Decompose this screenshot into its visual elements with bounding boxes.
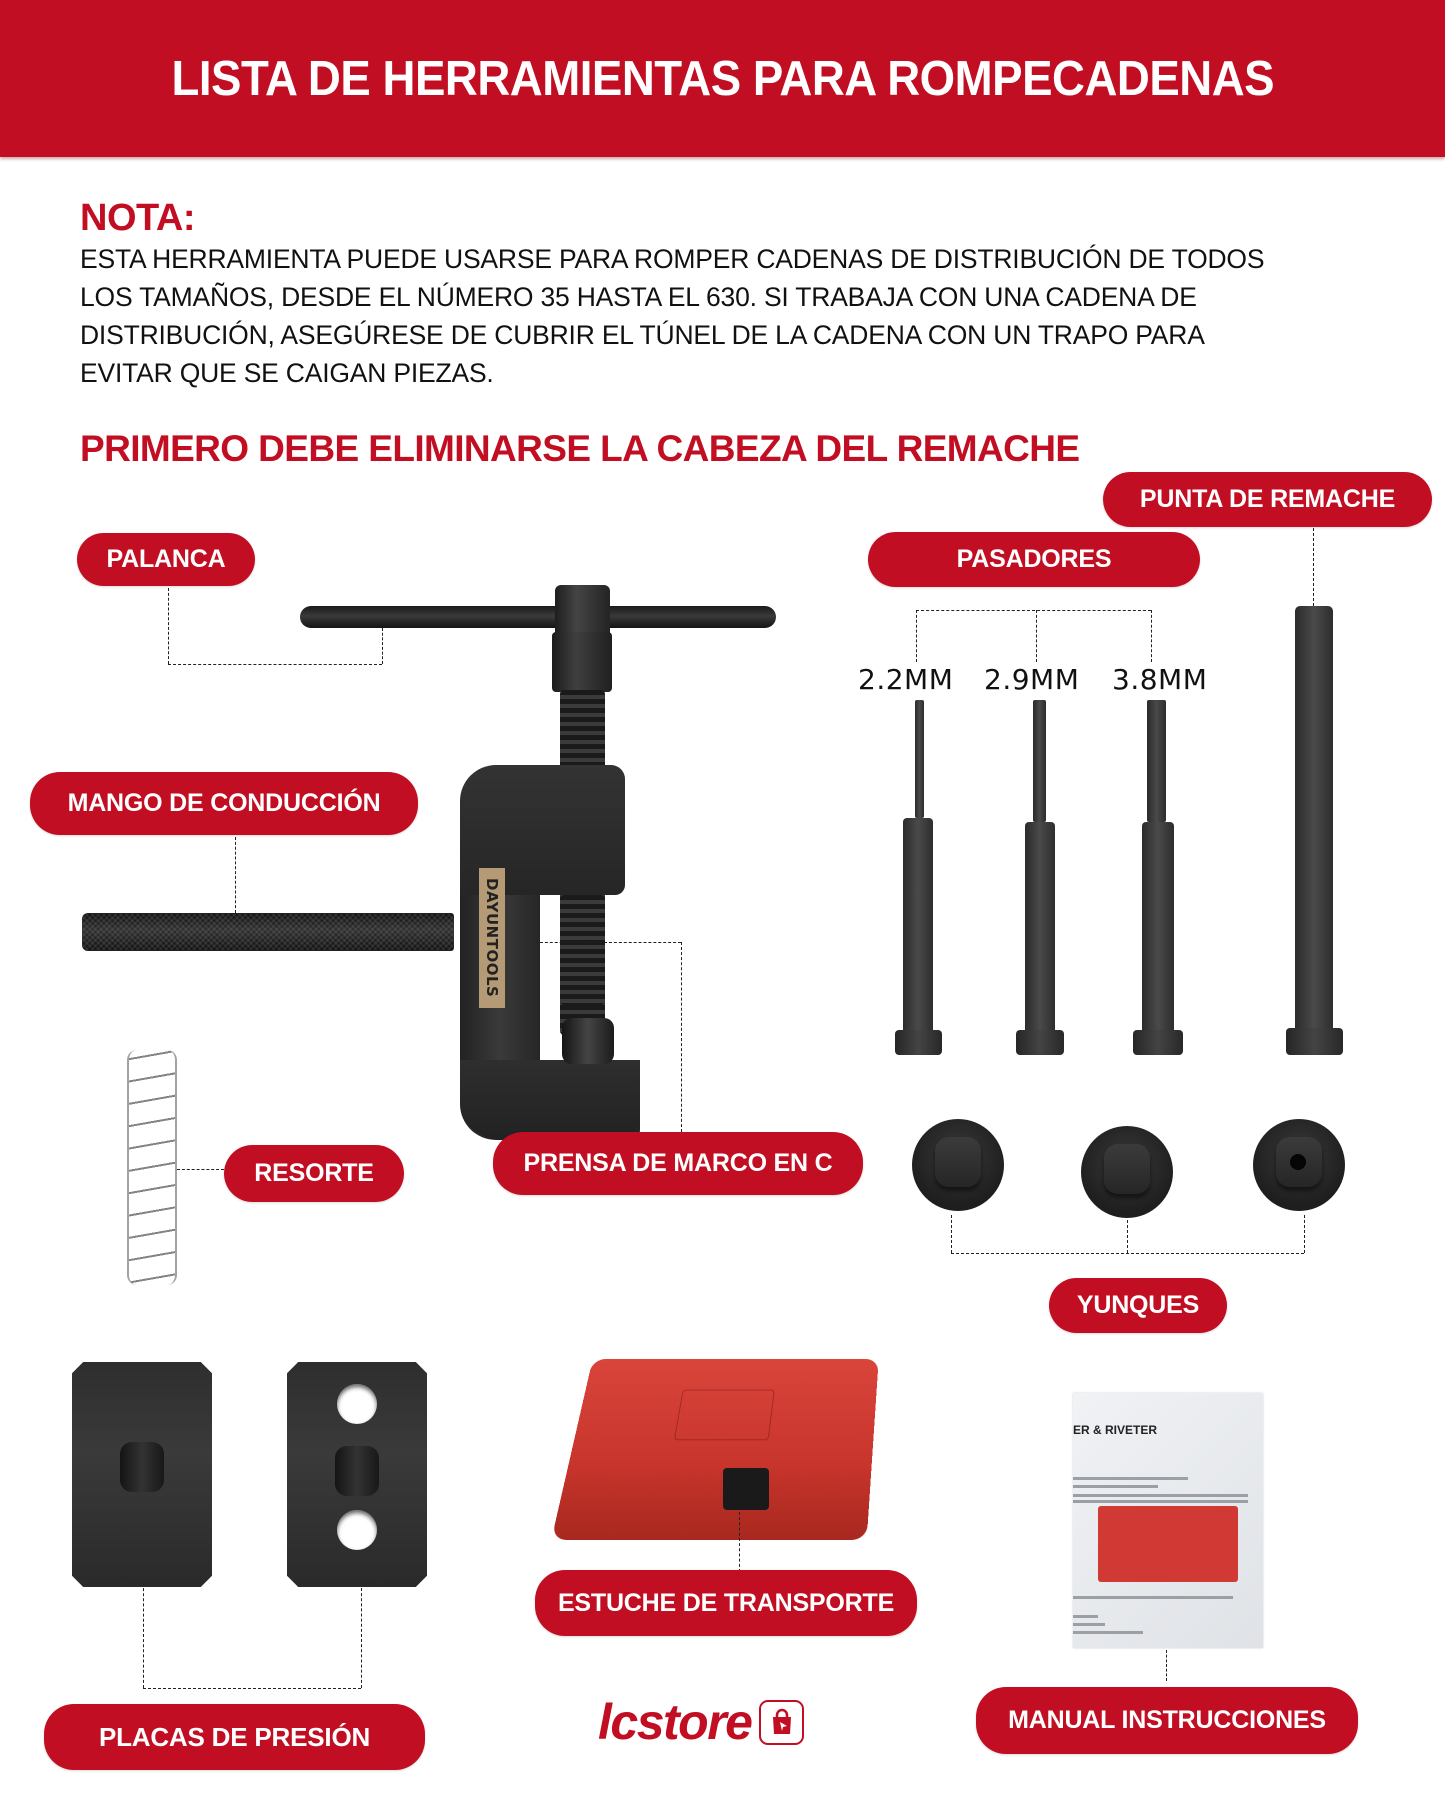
manual-text-line <box>1073 1500 1248 1503</box>
lever-bar-image <box>300 606 776 628</box>
anvil-boss <box>935 1137 981 1187</box>
label-manual-instrucciones: MANUAL INSTRUCCIONES <box>976 1687 1358 1754</box>
connector-line <box>382 628 383 664</box>
threaded-screw-lower <box>560 895 605 1005</box>
label-placas-de-presion: PLACAS DE PRESIÓN <box>44 1704 425 1770</box>
pin-2-9mm-head <box>1016 1030 1064 1055</box>
connector-line <box>235 837 236 913</box>
c-frame-bottom <box>460 1060 640 1140</box>
label-punta-de-remache: PUNTA DE REMACHE <box>1103 472 1432 527</box>
pin-2-9mm-image <box>1025 822 1055 1038</box>
lcstore-logo <box>598 1693 804 1751</box>
label-yunques: YUNQUES <box>1049 1278 1227 1333</box>
pin-size-label: 2.2MM <box>858 663 954 696</box>
note-line: EVITAR QUE SE CAIGAN PIEZAS. <box>80 358 494 388</box>
plate-stud <box>120 1442 164 1492</box>
connector-line <box>951 1215 952 1253</box>
connector-line <box>1151 610 1152 662</box>
pin-3-8mm-image <box>1142 822 1174 1038</box>
connector-line <box>1127 1215 1128 1253</box>
connector-line <box>1036 610 1037 662</box>
spring-image <box>127 1050 177 1285</box>
case-latch <box>723 1468 769 1510</box>
note-line: ESTA HERRAMIENTA PUEDE USARSE PARA ROMPER CADENAS DE DISTRIBUCIÓN DE TODOS <box>80 244 1265 274</box>
connector-line <box>951 1253 1304 1254</box>
pin-3-8mm-tip <box>1147 700 1166 822</box>
anvil-boss <box>1276 1137 1322 1187</box>
pin-2-2mm-head <box>895 1030 942 1055</box>
shopping-bag-icon <box>759 1700 804 1745</box>
manual-text-line <box>1073 1631 1143 1634</box>
connector-line <box>168 664 382 665</box>
connector-line <box>143 1583 144 1688</box>
brand-text: DAYUNTOOLS <box>483 878 501 998</box>
drive-handle-image <box>82 913 454 951</box>
connector-line <box>1166 1650 1167 1681</box>
rivet-tip-head <box>1286 1028 1343 1055</box>
connector-line <box>177 1169 224 1170</box>
manual-image <box>1073 1393 1263 1648</box>
connector-line <box>361 1588 362 1688</box>
section-heading: PRIMERO DEBE ELIMINARSE LA CABEZA DEL REMACHE <box>80 428 1080 469</box>
pin-2-2mm-tip <box>915 700 924 818</box>
manual-text-line <box>1073 1494 1248 1497</box>
hex-collar-image <box>552 632 612 692</box>
pin-size-label: 3.8MM <box>1112 663 1208 696</box>
press-plate-image <box>72 1362 212 1587</box>
anvil-image <box>1081 1126 1173 1218</box>
pin-2-9mm-tip <box>1033 700 1046 822</box>
connector-line <box>916 610 917 662</box>
connector-line <box>681 942 682 1132</box>
carry-case-image <box>551 1359 878 1540</box>
c-frame-lip <box>562 1018 614 1064</box>
connector-line <box>739 1512 740 1572</box>
label-palanca: PALANCA <box>77 533 255 586</box>
label-mango-de-conduccion: MANGO DE CONDUCCIÓN <box>30 772 418 835</box>
connector-line <box>916 610 1151 611</box>
manual-text-line <box>1073 1485 1158 1488</box>
manual-text-line <box>1073 1596 1233 1599</box>
label-resorte: RESORTE <box>224 1145 404 1202</box>
anvil-boss <box>1104 1144 1150 1194</box>
connector-line <box>1313 528 1314 606</box>
pin-size-label: 2.9MM <box>984 663 1080 696</box>
note-body <box>80 240 1400 392</box>
plate-hole <box>337 1384 377 1424</box>
case-panel <box>674 1390 775 1441</box>
connector-line <box>143 1688 361 1689</box>
connector-line <box>1304 1215 1305 1253</box>
page-title: LISTA DE HERRAMIENTAS PARA ROMPECADENAS <box>171 51 1274 106</box>
note-line: DISTRIBUCIÓN, ASEGÚRESE DE CUBRIR EL TÚNEL DE LA CADENA CON UN TRAPO PARA <box>80 320 1205 350</box>
pin-2-2mm-image <box>903 818 933 1038</box>
connector-line <box>535 942 681 943</box>
anvil-image <box>912 1119 1004 1211</box>
manual-text-line <box>1073 1615 1098 1618</box>
note-line: LOS TAMAÑOS, DESDE EL NÚMERO 35 HASTA EL 630. SI TRABAJA CON UNA CADENA DE <box>80 282 1197 312</box>
logo-text: lcstore <box>598 1694 752 1750</box>
label-pasadores: PASADORES <box>868 532 1200 587</box>
header-banner <box>0 0 1445 157</box>
pin-3-8mm-head <box>1133 1030 1183 1055</box>
rivet-tip-image <box>1295 606 1333 1038</box>
manual-photo <box>1098 1506 1238 1582</box>
anvil-hole <box>1290 1154 1306 1170</box>
press-plate-image <box>287 1362 427 1587</box>
manual-title: ER & RIVETER <box>1073 1423 1158 1437</box>
manual-text-line <box>1073 1623 1105 1626</box>
label-estuche-de-transporte: ESTUCHE DE TRANSPORTE <box>535 1570 917 1636</box>
label-prensa-de-marco-en-c: PRENSA DE MARCO EN C <box>493 1132 863 1195</box>
note-heading: NOTA: <box>80 197 195 239</box>
connector-line <box>168 588 169 664</box>
brand-plate <box>479 868 505 1008</box>
anvil-image <box>1253 1119 1345 1211</box>
plate-stud <box>335 1446 379 1496</box>
plate-hole <box>337 1510 377 1550</box>
manual-text-line <box>1073 1477 1188 1480</box>
